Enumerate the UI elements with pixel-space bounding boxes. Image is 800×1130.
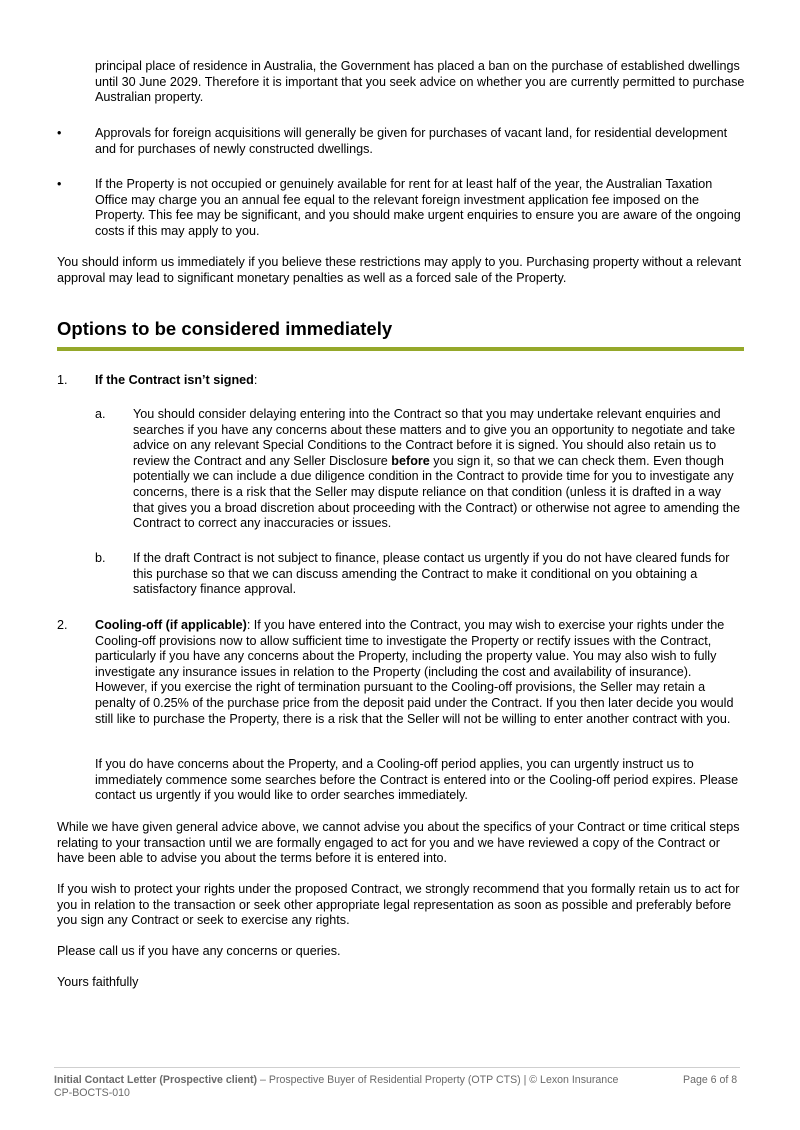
signoff: Yours faithfully — [57, 975, 139, 989]
subitem-marker: a. — [95, 407, 106, 421]
bullet-text: Approvals for foreign acquisitions will generally be given for purchases of vacant land, for residential development and for purchases of newly constructed dwellings. — [95, 126, 728, 156]
item-number: 2. — [57, 618, 68, 632]
footer-divider — [54, 1067, 740, 1068]
item-number: 1. — [57, 373, 68, 387]
item-2-title: Cooling-off (if applicable) — [95, 618, 247, 632]
item-2-paragraph — [95, 618, 745, 727]
contact-paragraph: Please call us if you have any concerns or queries. — [57, 944, 341, 958]
footer-doc-subtitle: – Prospective Buyer of Residential Property (OTP CTS) | © Lexon Insurance — [257, 1074, 619, 1086]
item-2-text: : If you have entered into the Contract, you may wish to exercise your rights under the Cooling-off provisions now to allow sufficient time to investigate the Property or rectify issues with the Contract, particularly if you have any concerns about the Property, including the property value. You may also wish to fully investigate any insurance issues in relation to the Property (including the cost and availability of insurance). However, if you exercise the right of termination pursuant to the Cooling-off provisions, the Seller may retain a penalty of 0.25% of the purchase price from the deposit paid under the Contract. If you then later decide you would still like to purchase the Property, there is a risk that the Seller will not be willing to enter another contract with you. — [95, 618, 734, 726]
intro-continuation-paragraph: principal place of residence in Australia, the Government has placed a ban on the purchase of established dwellings until 30 June 2029. Therefore it is important that you seek advice on whether you are currently permitted to purchase Australian property. — [95, 59, 745, 105]
bullet-marker: • — [57, 177, 62, 191]
general-advice-paragraph: While we have given general advice above, we cannot advise you about the specifics of your Contract or time critical steps relating to your transaction until we are formally engaged to act for you and we have reviewed a copy of the Contract or have been able to advise you about the terms before it is entered into. — [57, 820, 740, 866]
heading-divider — [57, 347, 744, 351]
subitem-a-text-before: You should consider delaying entering into the Contract so that you may undertake relevant enquiries and searches if you have any concerns about these matters and to give you an opportunity to negotiate and take advice on any relevant Special Conditions to the Contract before it is signed. You should also retain us to review the Contract and any Seller Disclosure — [133, 407, 736, 468]
footer-doc-code: CP-BOCTS-010 — [54, 1087, 130, 1099]
subitem-a-emphasis: before — [391, 453, 430, 468]
bullet-marker: • — [57, 126, 62, 140]
subitem-marker: b. — [95, 551, 106, 565]
footer-page-number: Page 6 of 8 — [683, 1074, 738, 1086]
footer-document-line — [54, 1074, 654, 1087]
item-1-heading — [95, 373, 735, 389]
subitem-a-text-after: you sign it, so that we can check them. Even though potentially we can include a due diligence condition in the Contract to provide time for you to investigate any concerns, there is a risk that the Seller may dispute reliance on that condition (unless it is drafted in a way that gives you a broad discretion about proceeding with the Contract) or otherwise not agree to amending the Contract to correct any inaccuracies or issues. — [133, 453, 740, 531]
section-heading: Options to be considered immediately — [57, 318, 393, 339]
retain-us-paragraph: If you wish to protect your rights under the proposed Contract, we strongly recommend that you formally retain us to act for you in relation to the transaction or seek other appropriate legal representation as soon as possible and preferably before you sign any Contract or seek to exercise any rights. — [57, 882, 740, 928]
subitem-a-paragraph — [133, 407, 741, 532]
restrictions-paragraph: You should inform us immediately if you believe these restrictions may apply to you. Purchasing property without a relevant approval may lead to significant monetary penalties as well as a forced sale of the Property. — [57, 255, 742, 285]
item-2-followup-paragraph: If you do have concerns about the Property, and a Cooling-off period applies, you can urgently instruct us to immediately commence some searches before the Contract is entered into or the Cooling-off period expires. Please contact us urgently if you would like to order searches immediately. — [95, 757, 739, 803]
item-1-title: If the Contract isn’t signed — [95, 373, 254, 387]
item-1-title-suffix: : — [253, 373, 258, 387]
footer-doc-title: Initial Contact Letter (Prospective client) — [54, 1074, 258, 1086]
subitem-b-paragraph: If the draft Contract is not subject to finance, please contact us urgently if you do not have cleared funds for this purchase so that we can discuss amending the Contract to make it conditional on you obtaining a satisfactory finance approval. — [133, 551, 730, 597]
bullet-text: If the Property is not occupied or genuinely available for rent for at least half of the year, the Australian Taxation Office may charge you an annual fee equal to the relevant foreign investment application fee imposed on the Property. This fee may be significant, and you should make urgent enquiries to ensure you are aware of the ongoing costs if this may apply to you. — [95, 177, 741, 238]
